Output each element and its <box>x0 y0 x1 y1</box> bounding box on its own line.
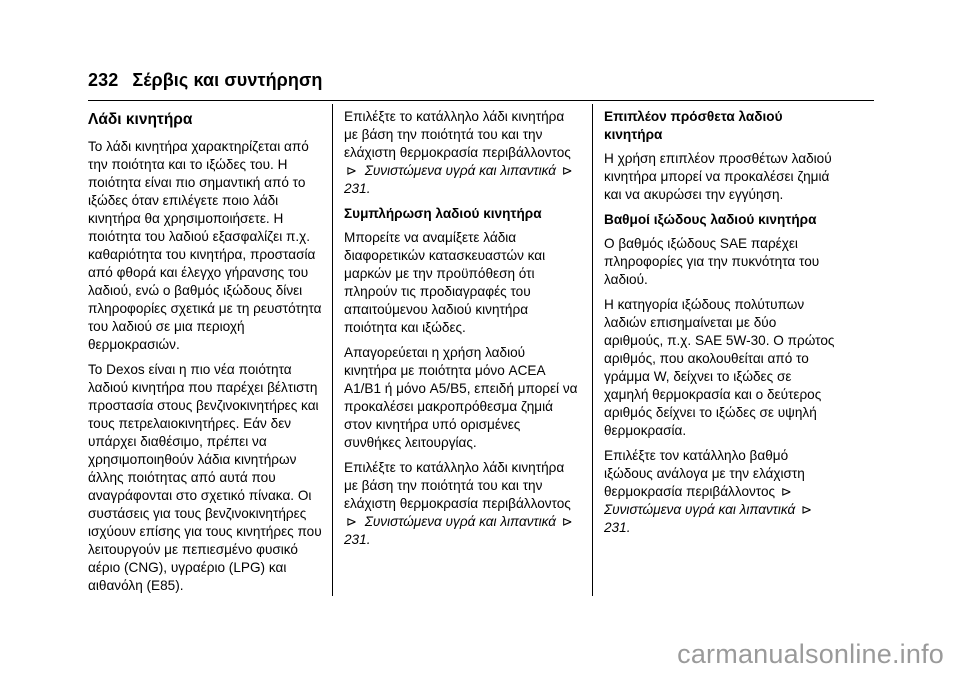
page-number: 232 <box>88 70 119 90</box>
paragraph: Μπορείτε να αναμίξετε λάδια διαφορετικών κατασκευαστών και μαρκών με την προϋπόθεση ότι πληρούν τις προδιαγραφές του απαιτούμενου λαδιού κινητήρα ποιότητα και ιξώδες. <box>344 230 546 335</box>
heading-engine-oil: Λάδι κινητήρα <box>88 111 193 128</box>
page-reference-arrow-icon: ⊳ <box>561 514 573 529</box>
paragraph-with-reference: Επιλέξτε το κατάλληλο λάδι κινητήρα με βάση την ποιότητά του και την ελάχιστη θερμοκρασία περιβάλλοντος ⊳ Συνιστώμενα υγρά και λιπαντικά ⊳ 231. <box>344 109 573 196</box>
cross-reference-link[interactable]: Συνιστώμενα υγρά και λιπαντικά <box>604 502 796 517</box>
section-title: Σέρβις και συντήρηση <box>132 70 323 90</box>
paragraph-with-reference: Επιλέξτε το κατάλληλο λάδι κινητήρα με βάση την ποιότητά του και την ελάχιστη θερμοκρασία περιβάλλοντος ⊳ Συνιστώμενα υγρά και λιπαντικά ⊳ 231. <box>344 460 573 547</box>
paragraph: Η χρήση επιπλέον προσθέτων λαδιού κινητήρα μπορεί να προκαλέσει ζημιά και να ακυρώσει την εγγύηση. <box>604 151 832 202</box>
paragraph: Το Dexos είναι η πιο νέα ποιότητα λαδιού κινητήρα που παρέχει βέλτιστη προστασία στους βενζινοκινητήρες και τους πετρελαιοκινητήρες. Εάν δεν υπάρχει διαθέσιμο, πρέπει να χρησιμοποιηθούν λάδια κινητήρων άλλης ποιότητας από αυτά που αναγράφονται στο σχετικό πίνακα. Οι συστάσεις για τους βενζινοκινητήρες ισχύουν επίσης για τους κινητήρες που λειτουργούν με πεπιεσμένο φυσικό αέριο (CNG), υγραέριο (LPG) και αιθανόλη (E85). <box>88 362 322 593</box>
paragraph-text: Επιλέξτε το κατάλληλο λάδι κινητήρα με βάση την ποιότητά του και την ελάχιστη θερμοκρασία περιβάλλοντος <box>344 460 571 511</box>
cross-reference-link[interactable]: Συνιστώμενα υγρά και λιπαντικά <box>364 514 556 529</box>
reference-page-number[interactable]: 231 <box>604 520 627 535</box>
reference-page-number[interactable]: 231 <box>344 532 367 547</box>
paragraph: Απαγορεύεται η χρήση λαδιού κινητήρα με ποιότητα μόνο ACEA A1/B1 ή μόνο A5/B5, επειδή μπορεί να προκαλέσει μακροπρόθεσμα ζημιά στον κινητήρα υπό ορισμένες συνθήκες λειτουργίας. <box>344 345 578 450</box>
paragraph-text: Επιλέξτε τον κατάλληλο βαθμό ιξώδους ανάλογα με την ελάχιστη θερμοκρασία περιβάλλοντος <box>604 448 805 499</box>
reference-page-number[interactable]: 231 <box>344 181 367 196</box>
cross-reference-link[interactable]: Συνιστώμενα υγρά και λιπαντικά <box>364 163 556 178</box>
heading-viscosity-grades: Βαθμοί ιξώδους λαδιού κινητήρα <box>604 212 817 227</box>
page-reference-arrow-icon: ⊳ <box>346 163 357 178</box>
paragraph-with-reference: Επιλέξτε τον κατάλληλο βαθμό ιξώδους ανάλογα με την ελάχιστη θερμοκρασία περιβάλλοντος ⊳ Συνιστώμενα υγρά και λιπαντικά ⊳ 231. <box>604 448 812 535</box>
paragraph: Η κατηγορία ιξώδους πολύτυπων λαδιών επισημαίνεται με δύο αριθμούς, π.χ. SAE 5W-30. Ο πρώτος αριθμός, που ακολουθείται από το γράμμα W, δείχνει το ιξώδες σε χαμηλή θερμοκρασία και ο δεύτερος αριθμός δείχνει το ιξώδες σε υψηλή θερμοκρασία. <box>604 297 835 438</box>
watermark-text: carmanualsonline.info <box>677 639 944 669</box>
page-reference-arrow-icon: ⊳ <box>780 484 792 499</box>
page-reference-arrow-icon: ⊳ <box>346 514 357 529</box>
paragraph-text: Επιλέξτε το κατάλληλο λάδι κινητήρα με βάση την ποιότητά του και την ελάχιστη θερμοκρασία περιβάλλοντος <box>344 109 571 160</box>
paragraph: Το λάδι κινητήρα χαρακτηρίζεται από την ποιότητα και το ιξώδες του. Η ποιότητα είναι πιο σημαντική από το ιξώδες όταν επιλέγετε ποιο λάδι κινητήρα θα χρησιμοποιήσετε. Η ποιότητα του λαδιού εξασφαλίζει π.χ. καθαριότητα του κινητήρα, προστασία από φθορά και έλεγχο γήρανσης του λαδιού, ενώ ο βαθμός ιξώδους δίνει πληροφορίες σχετικά με τη ρευστότητα του λαδιού σε μια περιοχή θερμοκρασιών. <box>88 139 322 352</box>
page-reference-arrow-icon: ⊳ <box>801 502 812 517</box>
heading-oil-topping-up: Συμπλήρωση λαδιού κινητήρα <box>344 206 542 221</box>
heading-additional-additives: Επιπλέον πρόσθετα λαδιού κινητήρα <box>604 109 783 142</box>
column-divider <box>592 104 593 596</box>
column-middle <box>344 108 580 556</box>
header-rule <box>88 100 874 101</box>
page-header <box>88 70 323 91</box>
column-divider <box>332 104 333 596</box>
paragraph: Ο βαθμός ιξώδους SAE παρέχει πληροφορίες για την πυκνότητα του λαδιού. <box>604 236 820 287</box>
column-left <box>88 108 324 602</box>
page-reference-arrow-icon: ⊳ <box>561 163 573 178</box>
column-right <box>604 108 836 544</box>
